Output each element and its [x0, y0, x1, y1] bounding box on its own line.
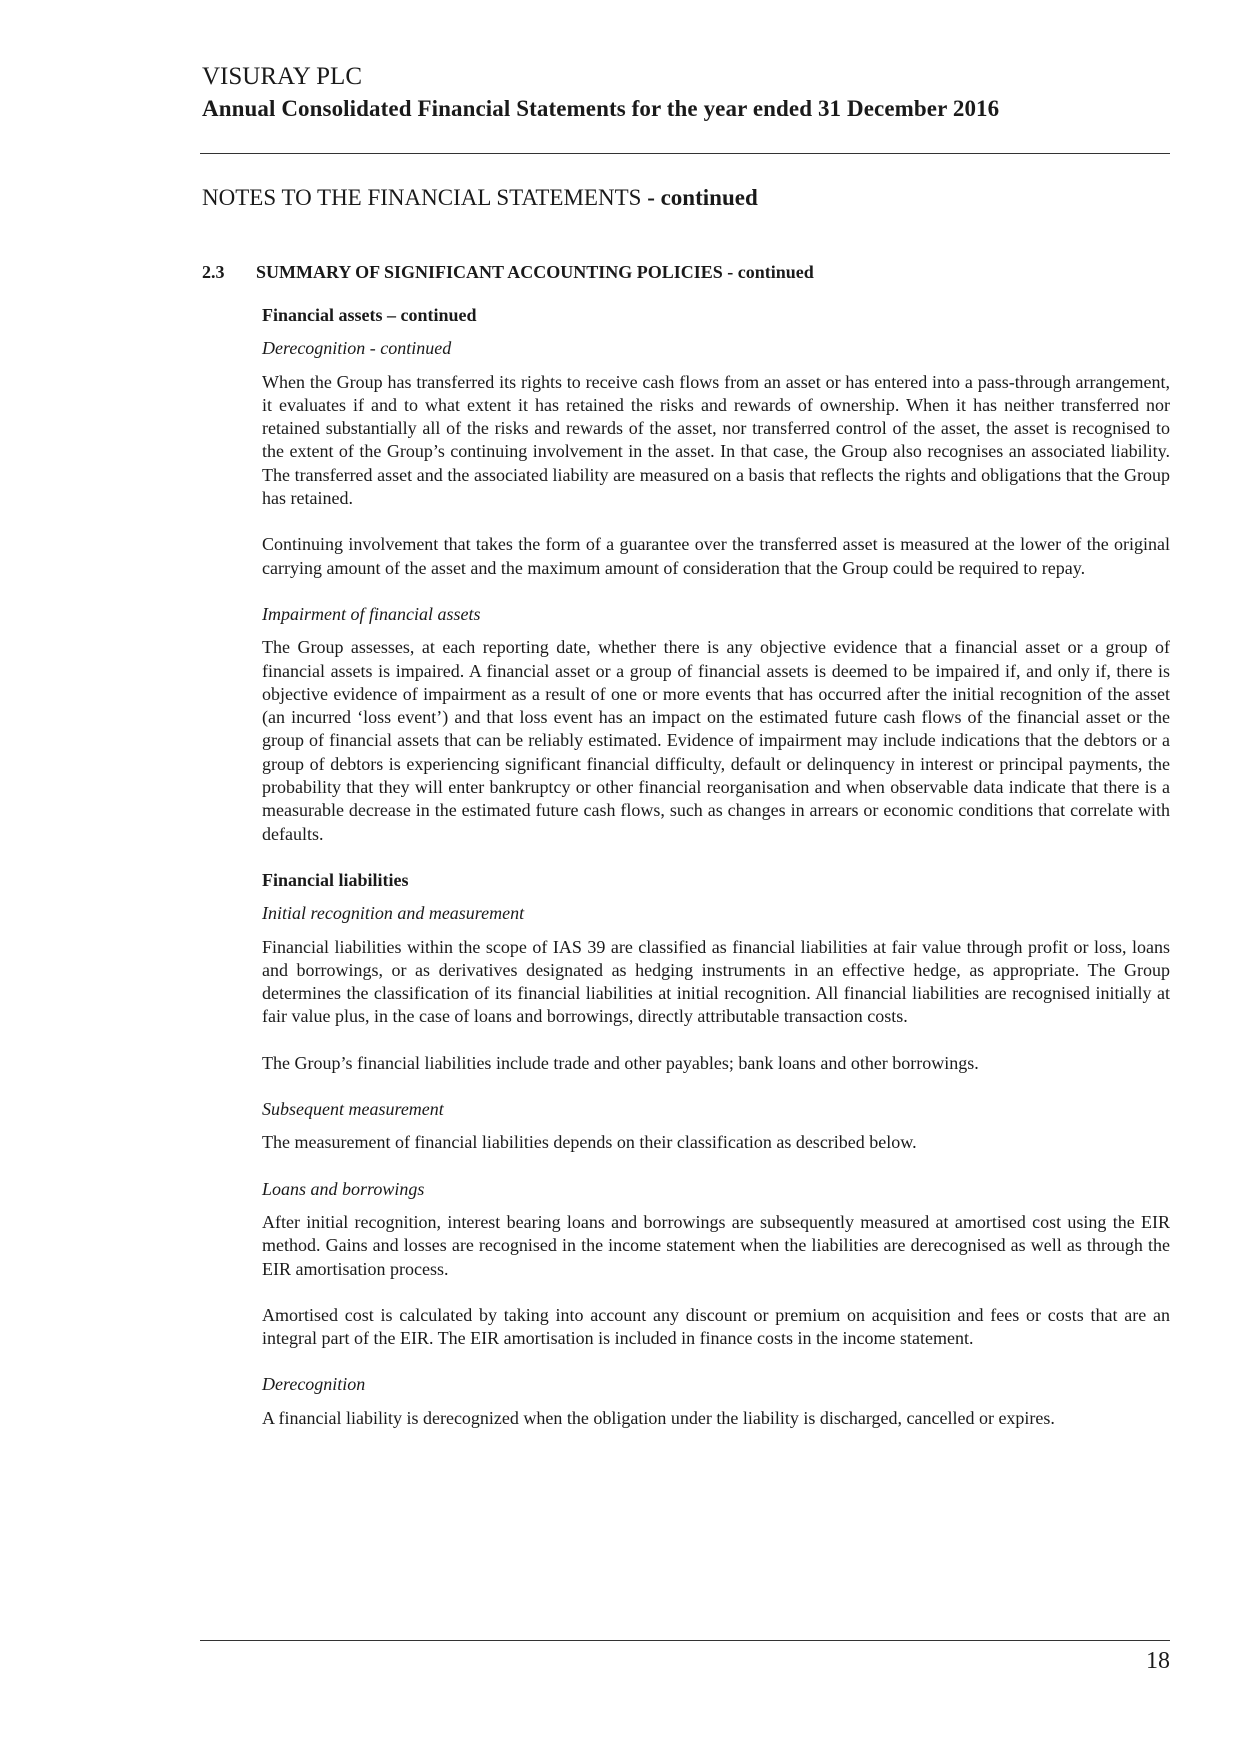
initial-recognition-paragraph-2: The Group’s financial liabilities include trade and other payables; bank loans and other borrowings. — [262, 1052, 979, 1073]
footer-divider — [200, 1640, 1170, 1641]
subsequent-measurement-paragraph: The measurement of financial liabilities depends on their classification as described below. — [262, 1132, 917, 1153]
initial-recognition-paragraph-1: Financial liabilities within the scope of IAS 39 are classified as financial liabilities at fair value through profit or loss, loans and borrowings, or as derivatives designated as hedging instruments in an effective hedge, as appropriate. The Group determines the classification of its financial liabilities at initial recognition. All financial liabilities are recognised initially at fair value plus, in the case of loans and borrowings, directly attributable transaction costs. — [262, 936, 1170, 1027]
section-body — [262, 304, 1170, 1453]
impairment-heading: Impairment of financial assets — [262, 603, 481, 624]
company-name: VISURAY PLC — [202, 63, 362, 90]
impairment-paragraph: The Group assesses, at each reporting date, whether there is any objective evidence that a financial asset or a group of financial assets is impaired. A financial asset or a group of financial assets is deemed to be impaired if, and only if, there is objective evidence of impairment as a result of one or more events that has occurred after the initial recognition of the asset (an incurred ‘loss event’) and that loss event has an impact on the estimated future cash flows of the financial asset or the group of financial assets that can be reliably estimated. Evidence of impairment may include indications that the debtors or a group of debtors is experiencing significant financial difficulty, default or delinquency in interest or principal payments, the probability that they will enter bankruptcy or other financial reorganisation and when observable data indicate that there is a measurable decrease in the estimated future cash flows, such as changes in arrears or economic conditions that correlate with defaults. — [262, 637, 1170, 844]
loans-borrowings-paragraph-2: Amortised cost is calculated by taking into account any discount or premium on acquisition and fees or costs that are an integral part of the EIR. The EIR amortisation is included in finance costs in the income statement. — [262, 1304, 1170, 1349]
loans-borrowings-paragraph-1: After initial recognition, interest bearing loans and borrowings are subsequently measured at amortised cost using the EIR method. Gains and losses are recognised in the income statement when the liabilities are derecognised as well as through the EIR amortisation process. — [262, 1211, 1170, 1279]
subsequent-measurement-heading: Subsequent measurement — [262, 1099, 444, 1120]
notes-title-suffix: - continued — [641, 185, 758, 210]
notes-title-main: NOTES TO THE FINANCIAL STATEMENTS — [202, 185, 642, 210]
financial-liabilities-heading: Financial liabilities — [262, 869, 409, 890]
derecognition-assets-paragraph-1: When the Group has transferred its rights to receive cash flows from an asset or has entered into a pass-through arrangement, it evaluates if and to what extent it has retained the risks and rewards of ownership. When it has neither transferred nor retained substantially all of the risks and rewards of the asset, nor transferred control of the asset, the asset is recognised to the extent of the Group’s continuing involvement in the asset. In that case, the Group also recognises an associated liability. The transferred asset and the associated liability are measured on a basis that reflects the rights and obligations that the Group has retained. — [262, 371, 1170, 509]
loans-borrowings-heading: Loans and borrowings — [262, 1178, 425, 1199]
header-divider — [200, 153, 1170, 154]
derecognition-liabilities-paragraph: A financial liability is derecognized when the obligation under the liability is discharged, cancelled or expires. — [262, 1407, 1055, 1428]
derecognition-assets-paragraph-2: Continuing involvement that takes the form of a guarantee over the transferred asset is measured at the lower of the original carrying amount of the asset and the maximum amount of consideration that the Group could be required to repay. — [262, 534, 1170, 578]
financial-assets-heading: Financial assets – continued — [262, 305, 477, 325]
report-subtitle: Annual Consolidated Financial Statements for the year ended 31 December 2016 — [202, 96, 1000, 121]
derecognition-liabilities-heading: Derecognition — [262, 1374, 366, 1395]
derecognition-assets-heading: Derecognition - continued — [262, 338, 452, 359]
section-title: SUMMARY OF SIGNIFICANT ACCOUNTING POLICIES - continued — [256, 262, 814, 282]
notes-title — [202, 184, 758, 212]
initial-recognition-heading: Initial recognition and measurement — [262, 903, 525, 924]
page-number: 18 — [1146, 1648, 1170, 1674]
section-number: 2.3 — [202, 262, 225, 282]
